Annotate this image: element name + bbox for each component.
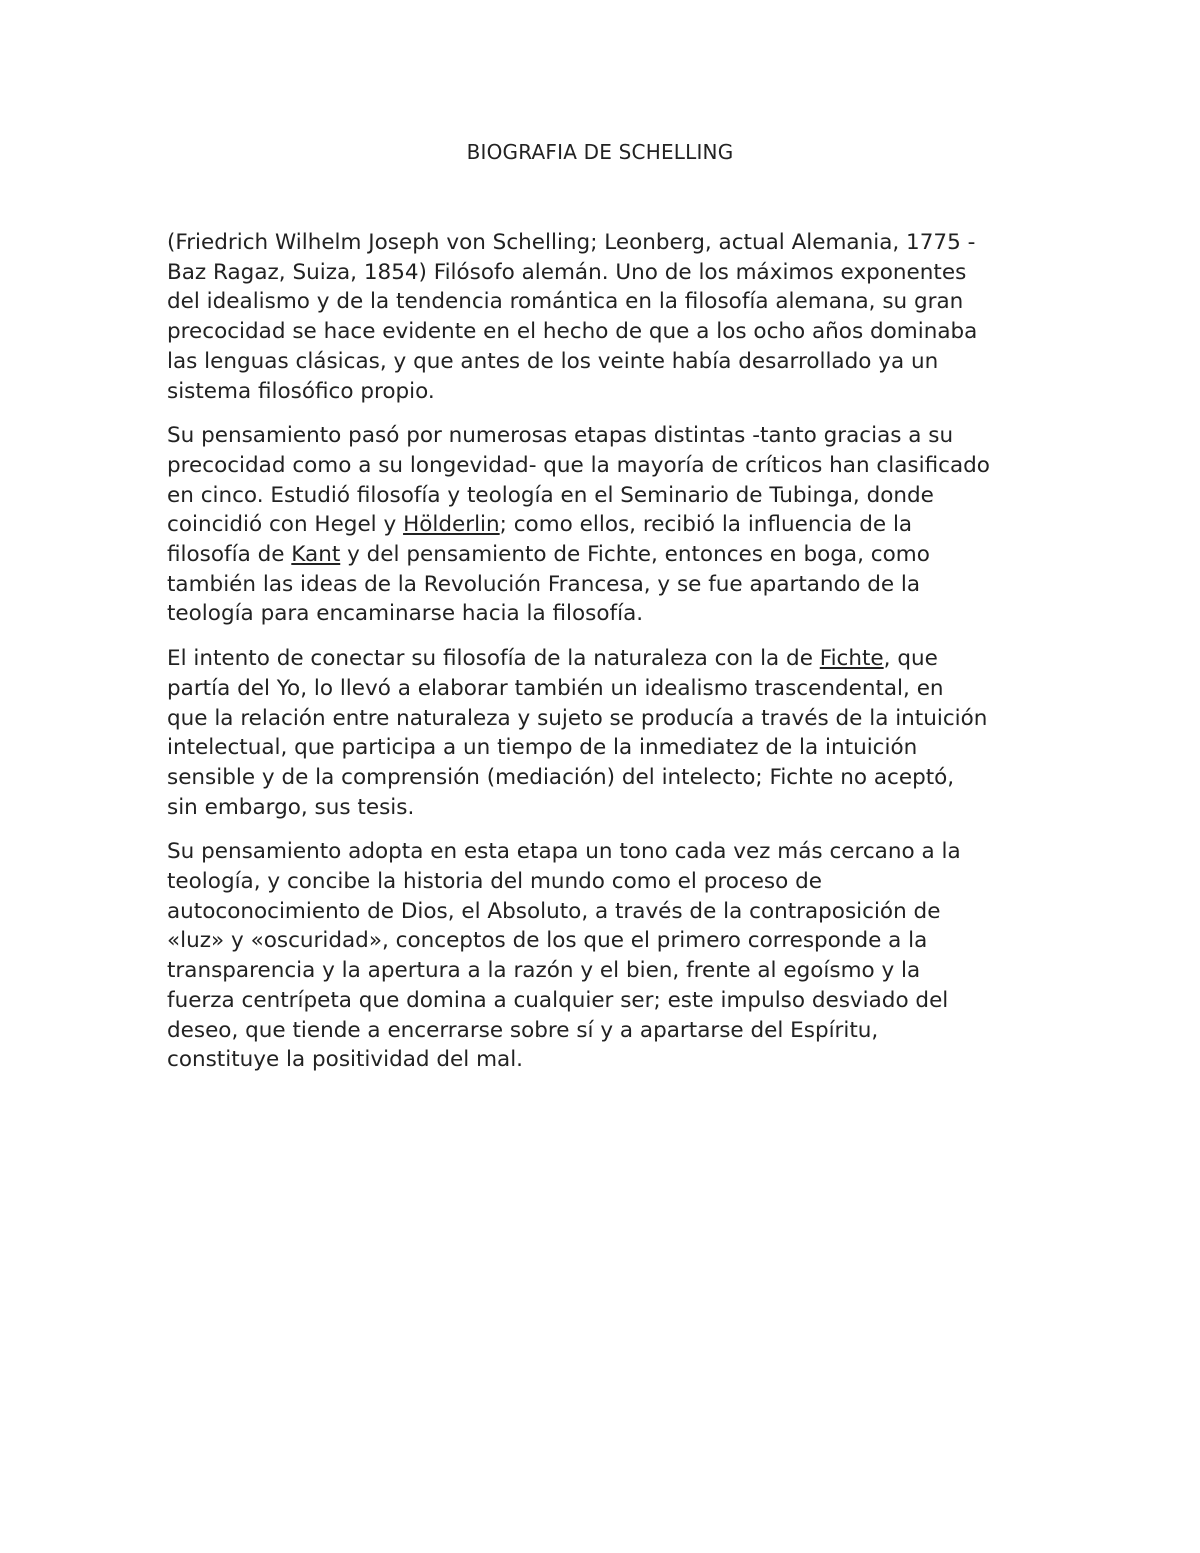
text-line: sistema filosófico propio. (167, 378, 435, 404)
text-line: «luz» y «oscuridad», conceptos de los que el primero corresponde a la (167, 928, 928, 954)
text-segment: ; como ellos, recibió la influencia de la (499, 512, 913, 538)
text-line: las lenguas clásicas, y que antes de los veinte había desarrollado ya un (167, 348, 939, 374)
paragraph-stages (167, 421, 1067, 629)
text-line: Su pensamiento pasó por numerosas etapas distintas -tanto gracias a su (167, 423, 954, 449)
text-line: también las ideas de la Revolución Francesa, y se fue apartando de la (167, 571, 921, 597)
text-line: del idealismo y de la tendencia romántica en la filosofía alemana, su gran (167, 289, 964, 315)
link-kant[interactable]: Kant (291, 542, 341, 568)
text-segment: filosofía de (167, 542, 292, 568)
text-line: precocidad como a su longevidad- que la mayoría de críticos han clasificado (167, 452, 990, 478)
document-title: BIOGRAFIA DE SCHELLING (466, 140, 734, 164)
text-line (167, 510, 1067, 540)
text-line: teología, y concibe la historia del mundo como el proceso de (167, 869, 822, 895)
text-line: Baz Ragaz, Suiza, 1854) Filósofo alemán. Uno de los máximos exponentes (167, 259, 967, 285)
text-segment: , que (883, 646, 938, 672)
text-segment: El intento de conectar su filosofía de la naturaleza con la de (167, 646, 820, 672)
text-line: que la relación entre naturaleza y sujeto se producía a través de la intuición (167, 705, 988, 731)
document-body (167, 228, 1067, 1090)
text-line: en cinco. Estudió filosofía y teología en el Seminario de Tubinga, donde (167, 482, 934, 508)
paragraph-idealism (167, 644, 1067, 822)
text-line: intelectual, que participa a un tiempo de la inmediatez de la intuición (167, 735, 918, 761)
text-line: transparencia y la apertura a la razón y el bien, frente al egoísmo y la (167, 958, 921, 984)
link-holderlin[interactable]: Hölderlin (403, 512, 500, 538)
text-line: fuerza centrípeta que domina a cualquier ser; este impulso desviado del (167, 987, 949, 1013)
text-line (167, 644, 1067, 674)
text-line: sensible y de la comprensión (mediación) del intelecto; Fichte no aceptó, (167, 764, 955, 790)
text-line: precocidad se hace evidente en el hecho de que a los ocho años dominaba (167, 319, 978, 345)
text-segment: y del pensamiento de Fichte, entonces en boga, como (340, 542, 930, 568)
text-line: constituye la positividad del mal. (167, 1047, 524, 1073)
paragraph-intro (167, 228, 1067, 406)
text-line: sin embargo, sus tesis. (167, 794, 415, 820)
text-line: autoconocimiento de Dios, el Absoluto, a través de la contraposición de (167, 898, 941, 924)
text-line: teología para encaminarse hacia la filosofía. (167, 601, 644, 627)
text-line: partía del Yo, lo llevó a elaborar también un idealismo trascendental, en (167, 675, 944, 701)
paragraph-theology (167, 837, 1067, 1075)
link-fichte[interactable]: Fichte (819, 646, 884, 672)
text-line (167, 540, 1067, 570)
text-line: deseo, que tiende a encerrarse sobre sí y a apartarse del Espíritu, (167, 1017, 879, 1043)
text-line: Su pensamiento adopta en esta etapa un tono cada vez más cercano a la (167, 839, 961, 865)
text-line: (Friedrich Wilhelm Joseph von Schelling; Leonberg, actual Alemania, 1775 - (167, 230, 976, 255)
text-segment: coincidió con Hegel y (167, 512, 404, 538)
